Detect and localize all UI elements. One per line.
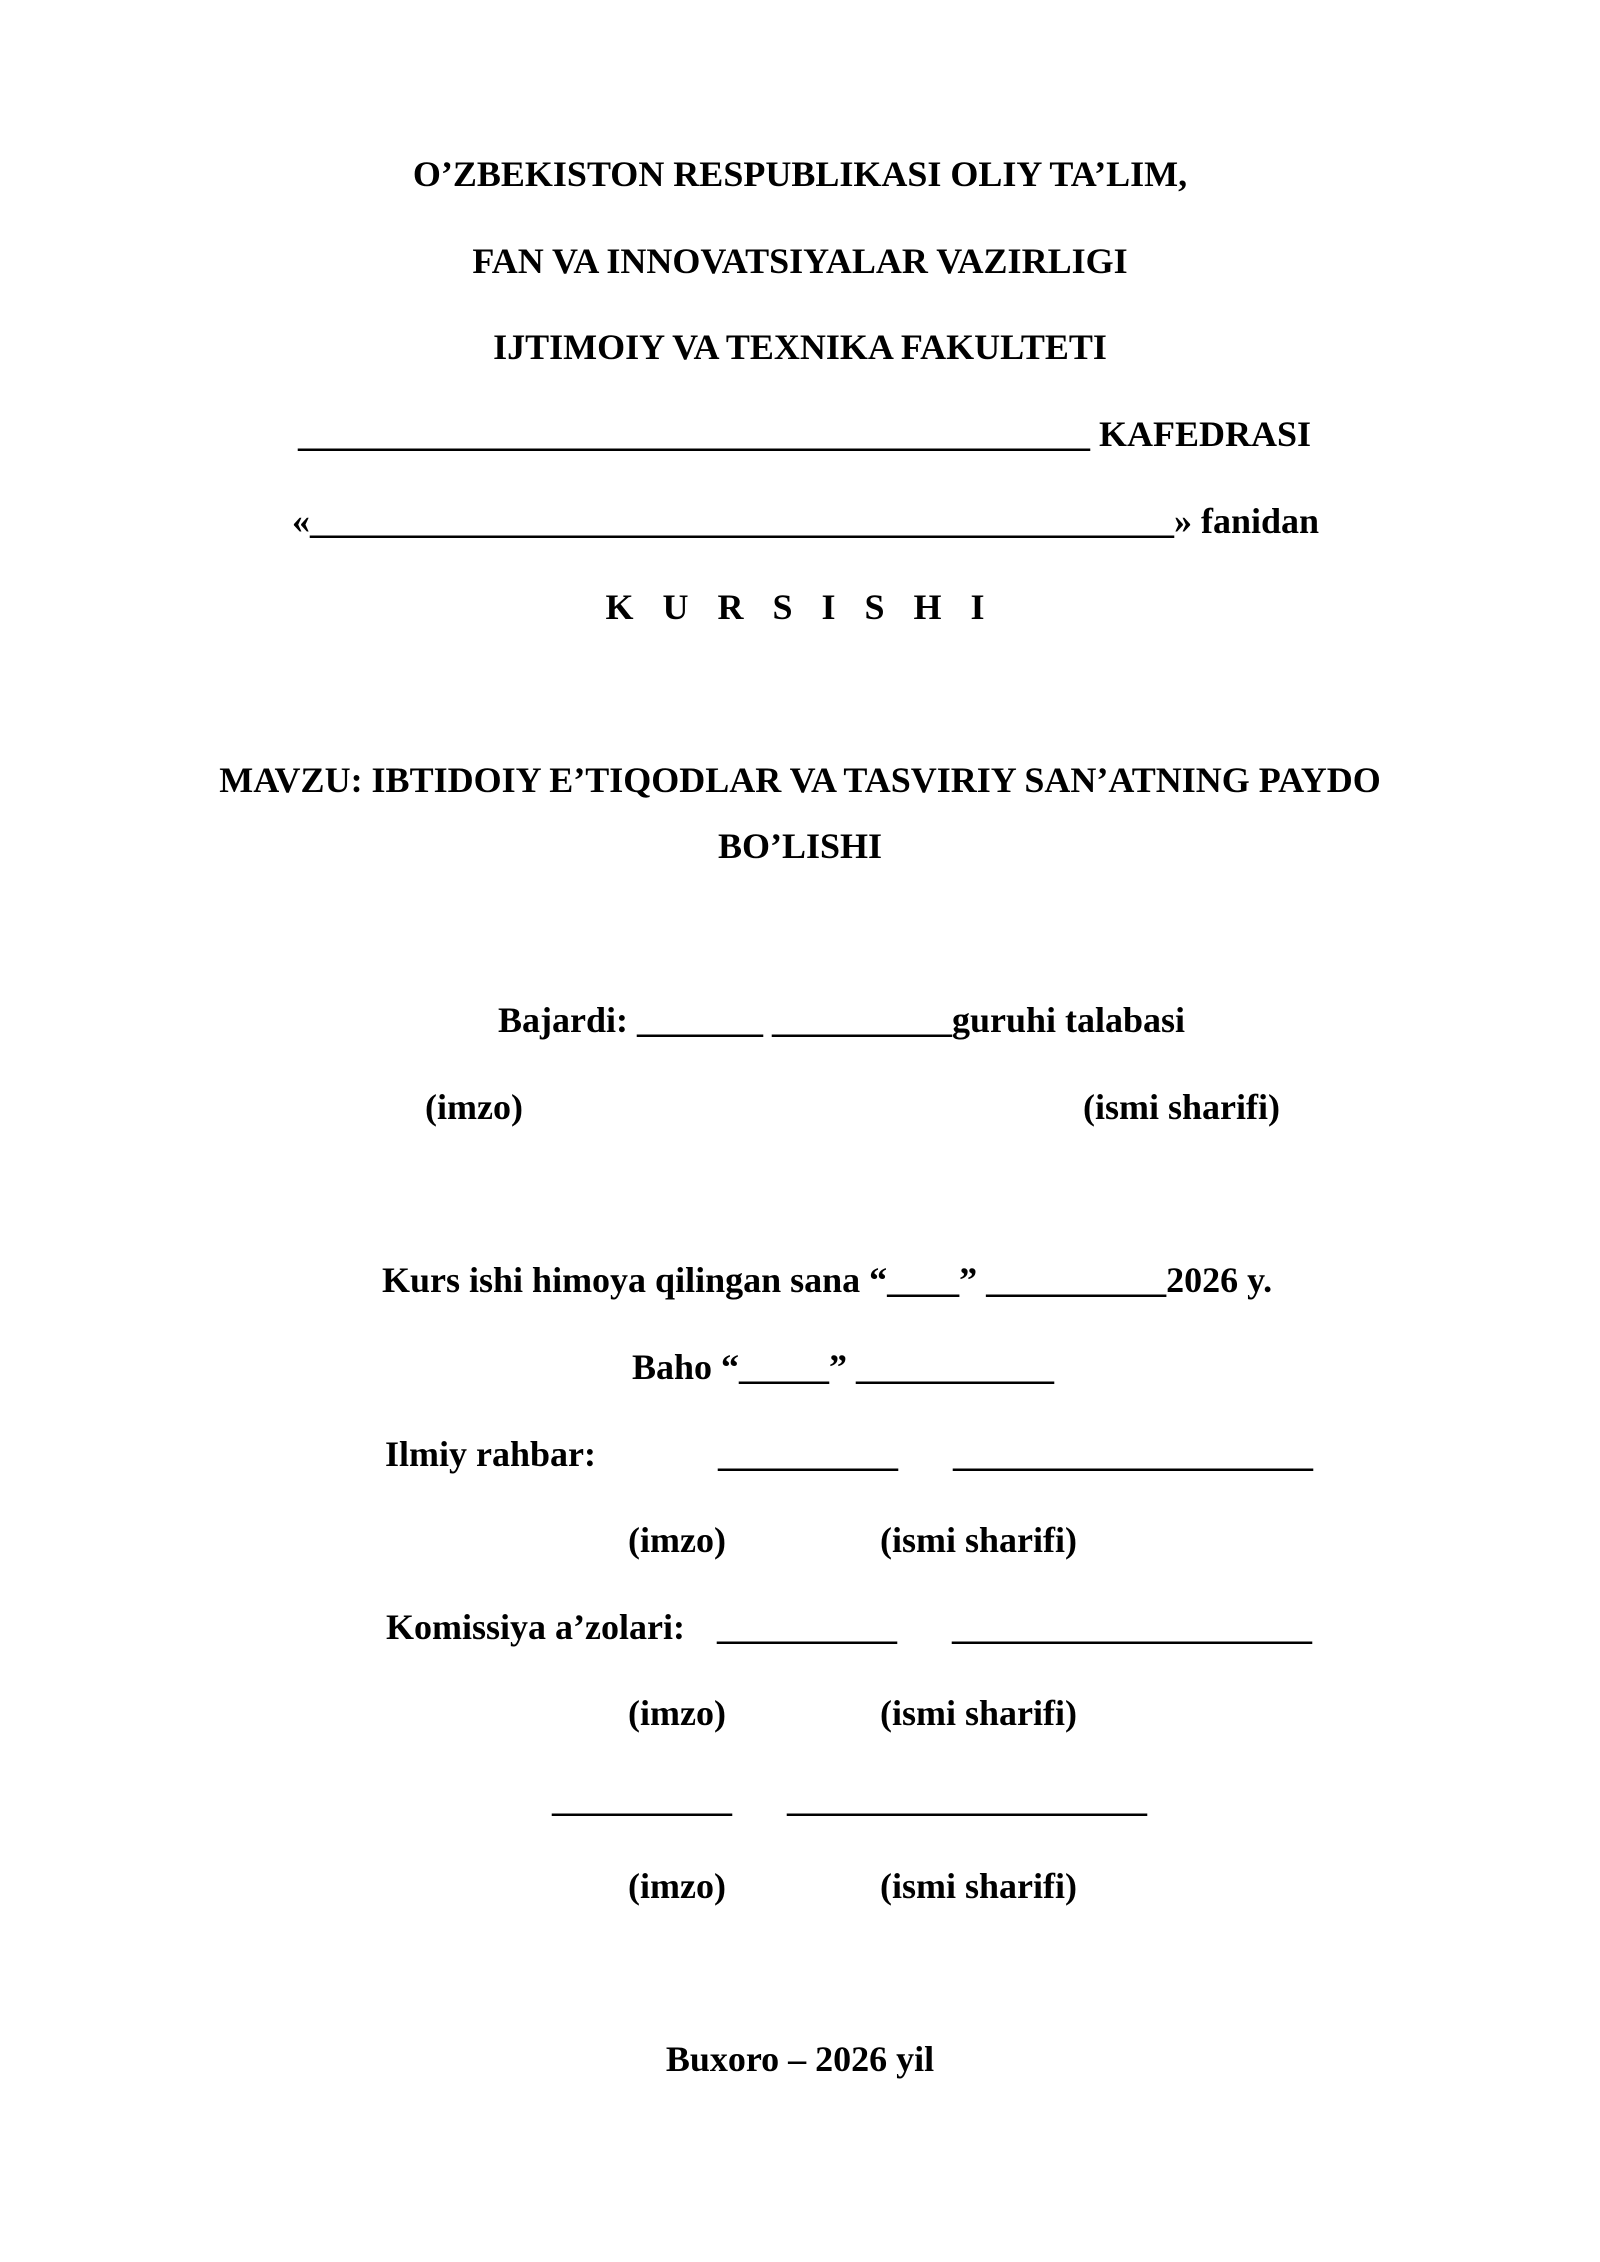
grade-line: Baho “_____” ___________	[632, 1347, 1055, 1387]
commission-name-blank: ____________________	[952, 1607, 1312, 1647]
student-name-label: (ismi sharifi)	[1083, 1087, 1280, 1127]
supervisor-name-label: (ismi sharifi)	[880, 1520, 1077, 1560]
place-year-line: Buxoro – 2026 yil	[665, 2039, 935, 2079]
defense-date-line: Kurs ishi himoya qilingan sana “____” __________2026 y.	[382, 1260, 1273, 1300]
supervisor-name-blank: ____________________	[953, 1434, 1313, 1474]
topic-line-2: BO’LISHI	[717, 826, 883, 866]
commission-label: Komissiya a’zolari:	[386, 1607, 685, 1647]
supervisor-label: Ilmiy rahbar:	[385, 1434, 596, 1474]
student-line: Bajardi: _______ __________guruhi talabasi	[498, 1000, 1186, 1040]
commission-second-signature-blank: __________	[552, 1779, 732, 1819]
student-signature-label: (imzo)	[425, 1087, 523, 1127]
department-line: ____________________________________________ KAFEDRASI	[298, 414, 1312, 454]
ministry-line-2: FAN VA INNOVATSIYALAR VAZIRLIGI	[472, 241, 1128, 281]
faculty-line: IJTIMOIY VA TEXNIKA FAKULTETI	[493, 327, 1107, 367]
commission-second-name-blank: ____________________	[787, 1779, 1147, 1819]
topic-line-1: MAVZU: IBTIDOIY E’TIQODLAR VA TASVIRIY SAN’ATNING PAYDO	[219, 760, 1381, 800]
commission-signature-blank: __________	[717, 1607, 897, 1647]
commission-name-label: (ismi sharifi)	[880, 1693, 1077, 1733]
ministry-line-1: O’ZBEKISTON RESPUBLIKASI OLIY TA’LIM,	[412, 154, 1188, 194]
document-title: K U R S I S H I	[605, 587, 995, 627]
commission-signature-label: (imzo)	[628, 1693, 726, 1733]
commission-second-name-label: (ismi sharifi)	[880, 1866, 1077, 1906]
subject-line: «________________________________________________» fanidan	[292, 501, 1320, 541]
commission-second-signature-label: (imzo)	[628, 1866, 726, 1906]
supervisor-signature-blank: __________	[718, 1434, 898, 1474]
supervisor-signature-label: (imzo)	[628, 1520, 726, 1560]
